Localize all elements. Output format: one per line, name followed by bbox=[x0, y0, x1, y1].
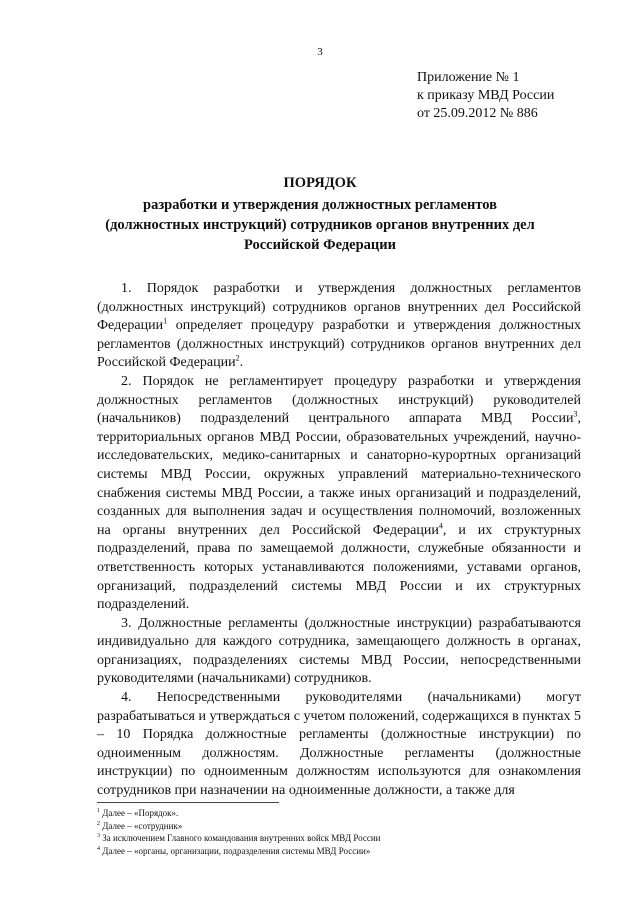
title-subtitle-3: Российской Федерации bbox=[243, 237, 396, 253]
paragraph-2-text-b: , территориальных органов МВД России, образовательных учреждений, научно-исследовательских, медико-санитарных и санаторно-курортных организаций системы МВД России, окружных управлений материально-технического снабжения системы МВД России, а также иных организаций и подразделений, созданных для выполнения задач и осуществления полномочий, возложенных на органы внутренних дел Российской Федерации bbox=[97, 411, 581, 538]
title-main: ПОРЯДОК bbox=[283, 175, 357, 191]
document-title bbox=[60, 173, 580, 255]
footnote-ref-3: 3 bbox=[573, 409, 578, 419]
title-subtitle-2: (должностных инструкций) сотрудников органов внутренних дел bbox=[105, 217, 535, 233]
appendix-line-1: Приложение № 1 bbox=[417, 70, 520, 85]
appendix-block bbox=[417, 69, 554, 123]
footnote-item bbox=[97, 820, 380, 833]
paragraph-4: 4. Непосредственными руководителями (начальниками) могут разрабатываться и утверждаться с учетом положений, содержащихся в пунктах 5 – 10 Порядка должностные регламенты (должностные инструкции) по одноименным должностям. Должностные регламенты (должностные инструкции) по одноименным должностям используются для ознакомления сотрудников при назначении на одноименные должности, а также для bbox=[97, 690, 581, 799]
footnote-text: Далее – «сотрудник» bbox=[100, 820, 183, 831]
footnote-item bbox=[97, 807, 380, 820]
footnote-item bbox=[97, 845, 380, 858]
paragraph-1-text-b: определяет процедуру разработки и утверждения должностных регламентов (должностных инструкций) сотрудников органов внутренних дел Российской Федерации bbox=[97, 318, 581, 371]
footnote-ref-4: 4 bbox=[438, 521, 443, 531]
paragraph-3: 3. Должностные регламенты (должностные инструкции) разрабатываются индивидуально для каждого сотрудника, замещающего должность в органах, организациях, подразделениях системы МВД России, непосредственными руководителями (начальниками) сотрудников. bbox=[97, 615, 581, 687]
footnote-number: 3 bbox=[97, 833, 100, 839]
appendix-line-2: к приказу МВД России bbox=[417, 88, 555, 103]
page-number: 3 bbox=[317, 46, 323, 58]
document-body bbox=[97, 280, 581, 801]
paragraph-2-text-c: , и их структурных подразделений, права по замещаемой должности, служебные обязанности и ответственность которых устанавливаются положениями, уставами органов, организаций, подразделений системы МВД России и их структурных подразделений. bbox=[97, 522, 581, 613]
appendix-line-3: от 25.09.2012 № 886 bbox=[417, 106, 538, 121]
footnotes bbox=[97, 807, 380, 857]
paragraph-1-text-a: 1. Порядок разработки и утверждения должностных регламентов (должностных инструкций) сотрудников органов внутренних дел Российской Федерации bbox=[97, 281, 581, 334]
title-subtitle-1: разработки и утверждения должностных регламентов bbox=[143, 197, 497, 213]
footnote-text: Далее – «органы, организации, подразделения системы МВД России» bbox=[100, 845, 371, 856]
paragraph-2-text-a: 2. Порядок не регламентирует процедуру разработки и утверждения должностных регламентов (должностных инструкций) руководителей (начальников) подразделений центрального аппарата МВД России bbox=[97, 373, 581, 427]
footnote-text: За исключением Главного командования внутренних войск МВД России bbox=[100, 833, 381, 843]
footnote-number: 4 bbox=[97, 845, 100, 852]
paragraph-1 bbox=[97, 280, 581, 373]
footnote-number: 2 bbox=[97, 820, 100, 827]
footnote-ref-2: 2 bbox=[235, 353, 240, 363]
footnote-item bbox=[97, 832, 380, 845]
footnote-number: 1 bbox=[97, 808, 100, 814]
footnote-separator bbox=[97, 802, 279, 803]
footnote-ref-1: 1 bbox=[163, 316, 168, 326]
paragraph-1-text-c: . bbox=[239, 355, 244, 371]
footnote-text: Далее – «Порядок». bbox=[100, 808, 179, 818]
paragraph-2 bbox=[97, 373, 581, 615]
